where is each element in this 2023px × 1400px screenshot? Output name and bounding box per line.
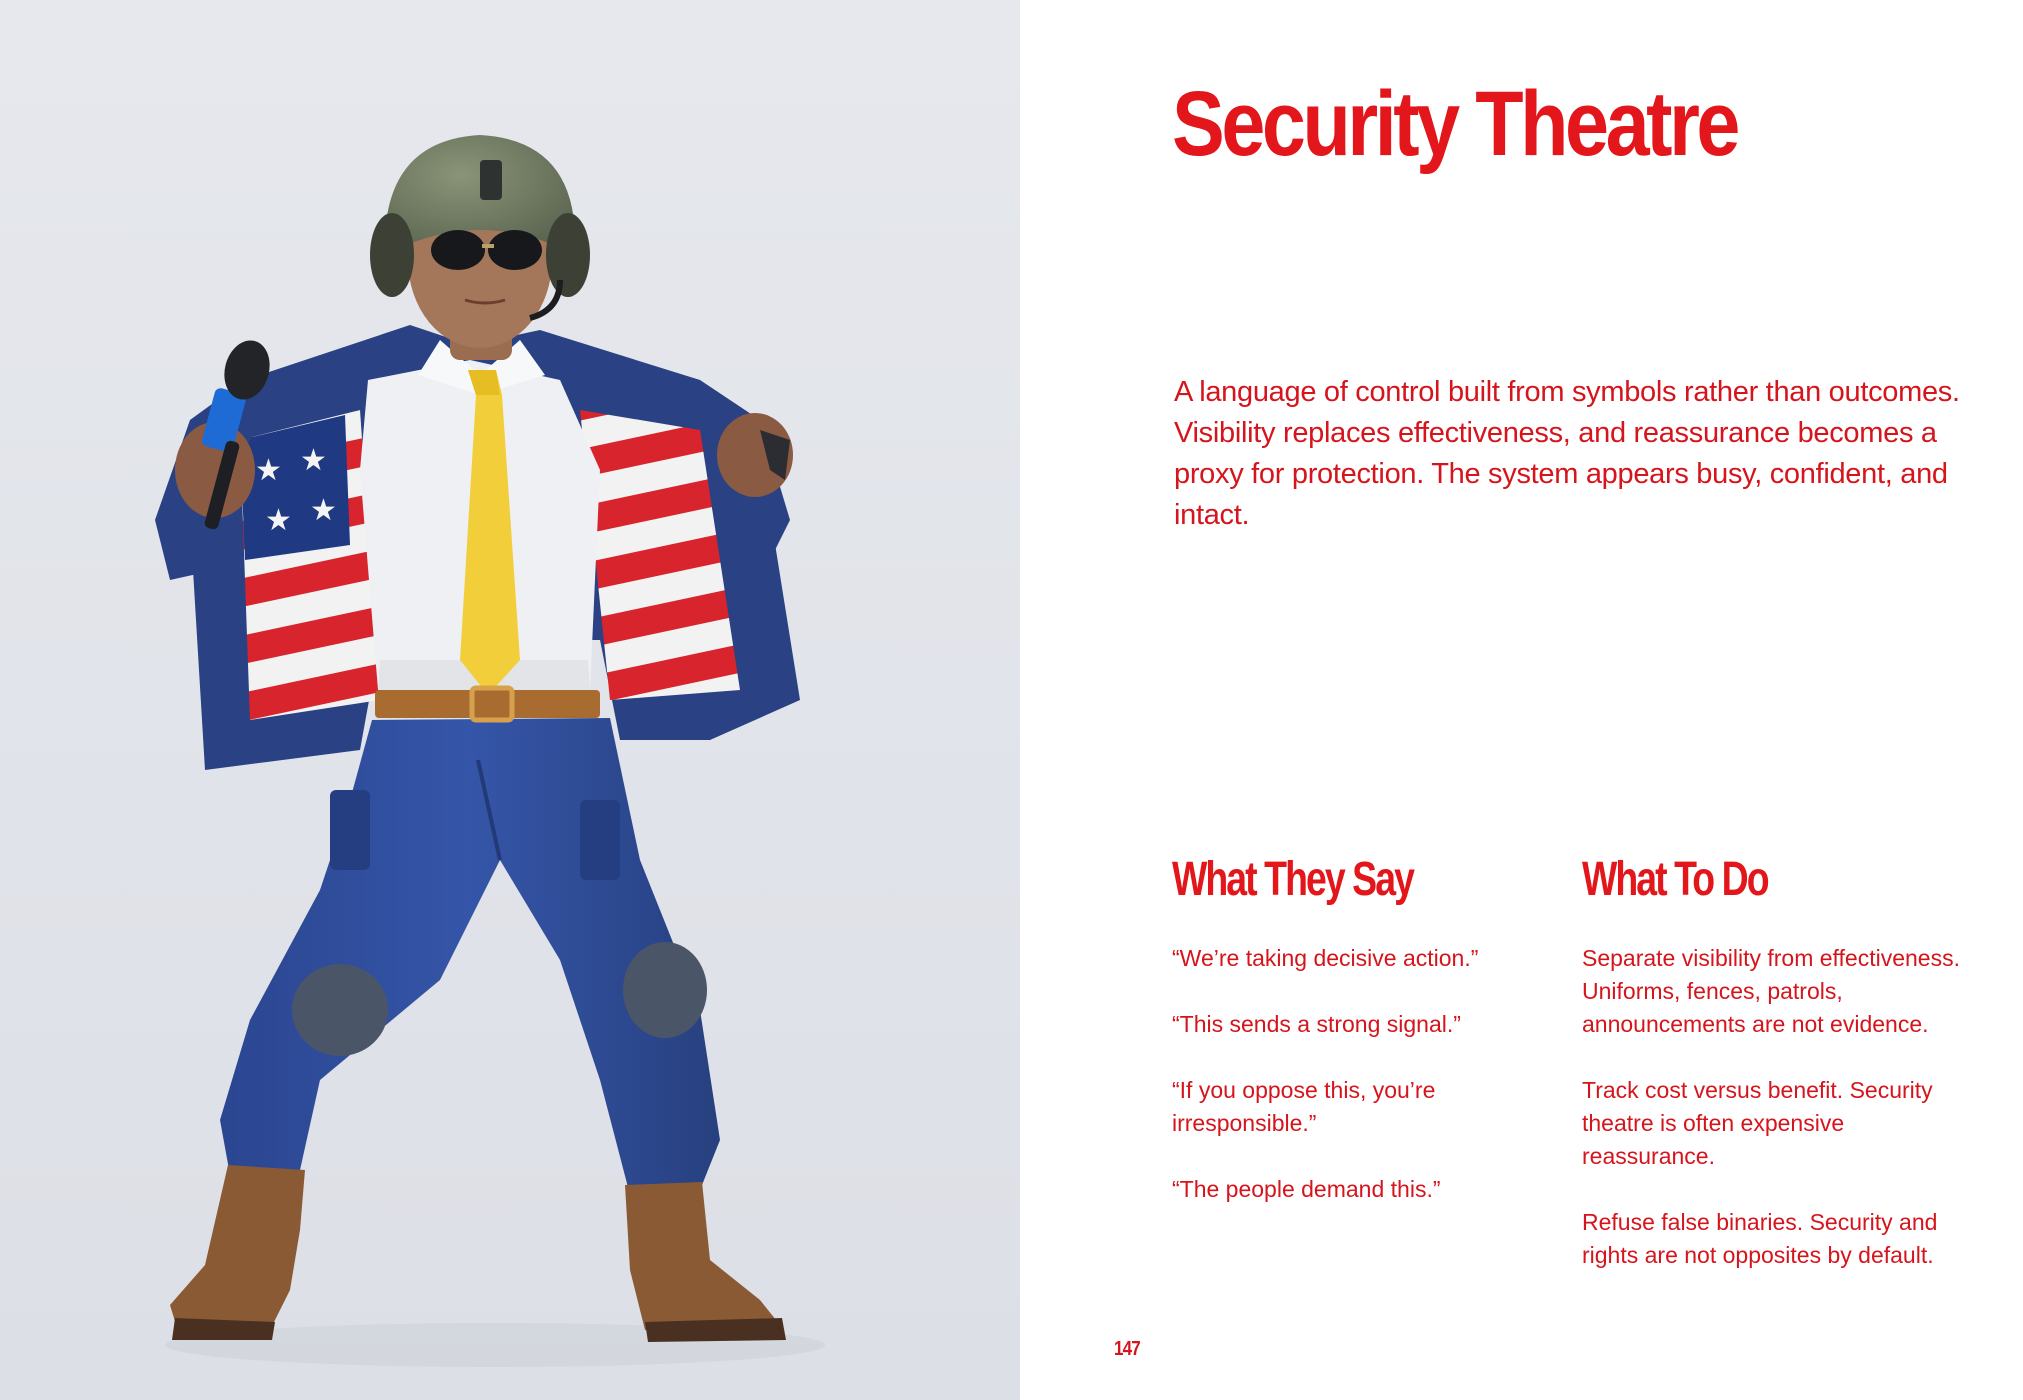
svg-text:★: ★ (300, 443, 327, 478)
intro-paragraph: A language of control built from symbols rather than outcomes. Visibility replaces effectiveness, and reassurance becomes a proxy for protection. The system appears busy, confident, and intact. (1174, 376, 1960, 531)
quote-item: “The people demand this.” (1172, 1176, 1441, 1202)
advice-item: Separate visibility from effectiveness. Uniforms, fences, patrols, announcements are not evidence. (1582, 945, 1960, 1037)
quote-item: “If you oppose this, you’re irresponsible.” (1172, 1077, 1436, 1136)
svg-text:★: ★ (310, 493, 337, 528)
svg-text:★: ★ (265, 503, 292, 538)
quote-item: “This sends a strong signal.” (1172, 1011, 1461, 1037)
what-to-do-list (1582, 942, 1982, 1305)
page-title: Security Theatre (1172, 73, 1737, 175)
page-number: 147 (1114, 1338, 1140, 1360)
what-they-say-heading: What They Say (1172, 853, 1413, 906)
what-to-do-heading: What To Do (1582, 853, 1768, 906)
advice-item: Refuse false binaries. Security and rights are not opposites by default. (1582, 1209, 1938, 1268)
what-they-say-list (1172, 942, 1542, 1239)
advice-item: Track cost versus benefit. Security theatre is often expensive reassurance. (1582, 1077, 1933, 1169)
quote-item: “We’re taking decisive action.” (1172, 945, 1479, 971)
svg-text:★: ★ (255, 453, 282, 488)
